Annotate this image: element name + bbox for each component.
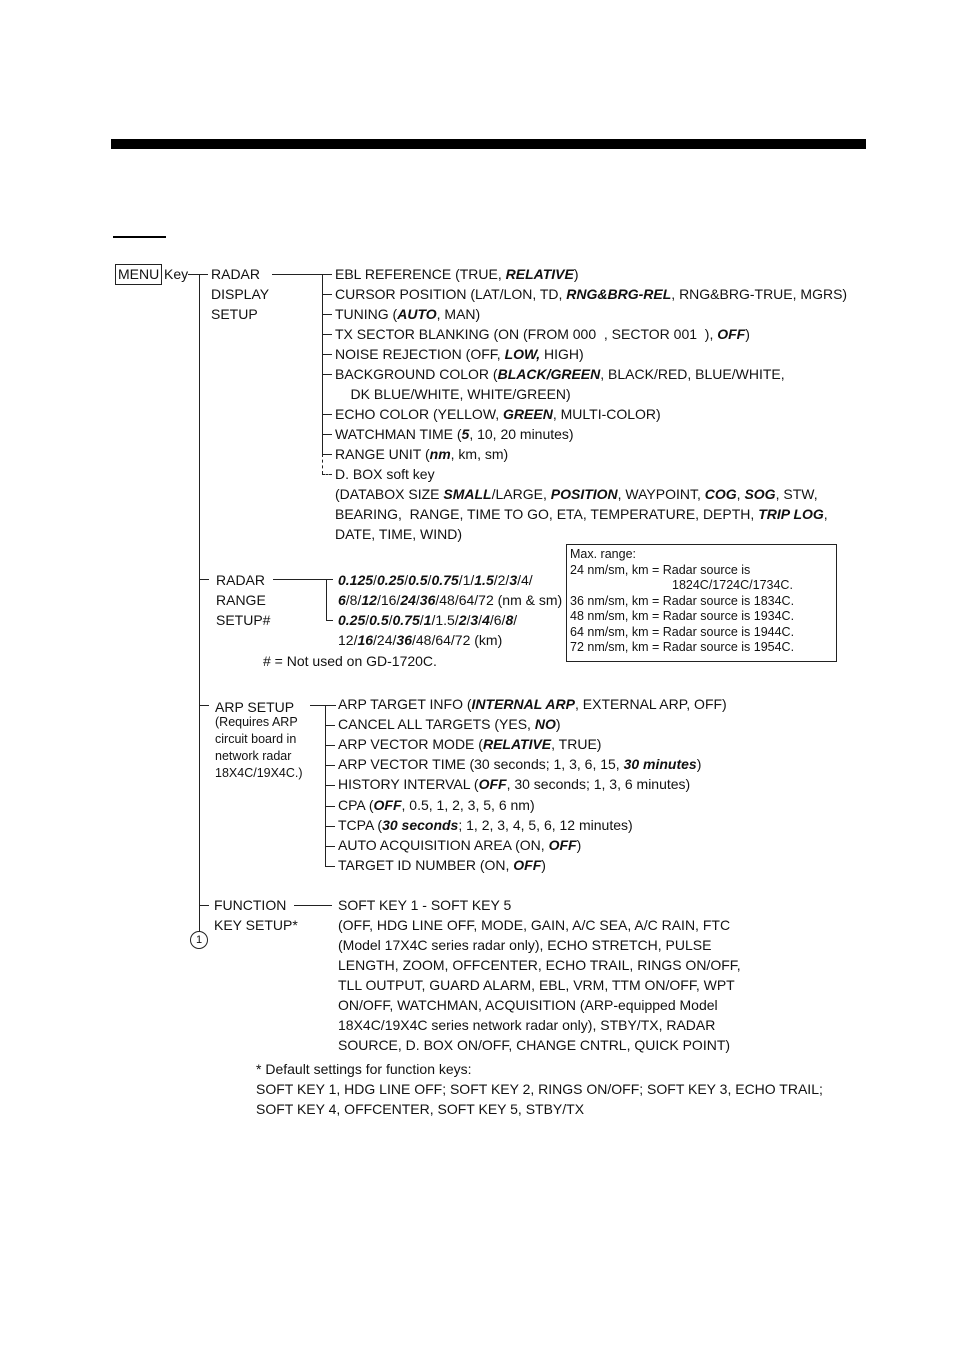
option-text: 12/ xyxy=(338,632,358,648)
default-value: OFF xyxy=(478,776,507,793)
option-text: /48/64/72 (km) xyxy=(411,632,503,648)
option-text: / xyxy=(365,612,370,628)
default-value: 0.5 xyxy=(408,572,428,588)
default-value: 24 xyxy=(400,592,416,608)
max-range-line: 72 nm/sm, km = Radar source is 1954C. xyxy=(570,640,795,654)
arp-item xyxy=(338,774,690,794)
branch-tick xyxy=(322,314,332,315)
function-key-option-line: LENGTH, ZOOM, OFFCENTER, ECHO TRAIL, RINGS ON/OFF, xyxy=(338,957,741,973)
option-text: TX SECTOR BLANKING (ON (FROM 000 , SECTOR 001 ), xyxy=(335,326,718,342)
default-value: 16 xyxy=(357,632,374,648)
branch-tick xyxy=(325,826,335,827)
option-text: / xyxy=(415,592,420,608)
option-text: ) xyxy=(745,326,750,342)
connector xyxy=(199,579,209,580)
connector xyxy=(294,905,332,906)
header-bar xyxy=(111,139,866,149)
connector xyxy=(199,905,209,906)
default-value: 0.125 xyxy=(338,572,374,588)
option-text: /48/64/72 (nm & sm) xyxy=(435,592,563,608)
function-key-option-line: SOFT KEY 1 - SOFT KEY 5 xyxy=(338,897,512,913)
default-value: RELATIVE xyxy=(505,266,574,282)
option-text: AUTO ACQUISITION AREA (ON, xyxy=(338,836,549,853)
option-text: HIGH) xyxy=(540,346,584,362)
radar-display-item xyxy=(335,464,435,484)
radar-range-item xyxy=(338,610,517,630)
option-text: , WAYPOINT, xyxy=(617,486,705,502)
function-key-option-line: TLL OUTPUT, GUARD ALARM, EBL, VRM, TTM ON/OFF, WPT xyxy=(338,977,735,993)
range-note: # = Not used on GD-1720C. xyxy=(263,653,437,669)
option-text: ) xyxy=(555,716,561,733)
option-text: NOISE REJECTION (OFF, xyxy=(335,346,505,362)
default-value: 3 xyxy=(509,572,518,588)
option-text: CANCEL ALL TARGETS (YES, xyxy=(338,716,535,733)
option-text: (DATABOX SIZE xyxy=(335,486,444,502)
radar-display-item xyxy=(335,524,462,544)
branch-tick xyxy=(325,765,335,766)
branch-tick xyxy=(322,334,332,335)
default-value: 12 xyxy=(361,592,377,608)
default-value: LOW, xyxy=(504,346,541,362)
option-text: , BLACK/RED, BLUE/WHITE, xyxy=(600,366,785,382)
branch-tick xyxy=(322,354,332,355)
option-text: TARGET ID NUMBER (ON, xyxy=(338,856,514,873)
function-key-label-line: FUNCTION xyxy=(214,897,287,913)
radar-range-label-line: RADAR xyxy=(216,572,266,588)
option-text: TUNING ( xyxy=(335,306,398,322)
arp-item xyxy=(338,714,561,734)
option-text: /LARGE, xyxy=(491,486,551,502)
arp-requirement-line: (Requires ARP xyxy=(215,715,298,729)
radar-range-label-line: SETUP# xyxy=(216,612,271,628)
radar-display-item xyxy=(335,484,818,504)
option-text: /16/ xyxy=(376,592,401,608)
default-value: 0.5 xyxy=(369,612,389,628)
radar-display-item xyxy=(335,284,847,304)
option-text: / xyxy=(513,612,518,628)
max-range-line: 48 nm/sm, km = Radar source is 1934C. xyxy=(570,609,795,623)
arp-item xyxy=(338,855,546,875)
max-range-line: 1824C/1724C/1734C. xyxy=(672,578,793,592)
default-value: INTERNAL ARP xyxy=(471,696,575,712)
radar-display-item xyxy=(335,404,661,424)
arp-item xyxy=(338,734,601,754)
connector xyxy=(199,705,209,706)
radar-display-branch-dashed xyxy=(322,454,323,474)
default-value: OFF xyxy=(548,836,577,853)
default-value: AUTO xyxy=(397,306,437,322)
max-range-line: 64 nm/sm, km = Radar source is 1944C. xyxy=(570,624,795,639)
radar-display-item xyxy=(335,504,828,524)
default-value: 3 xyxy=(470,612,479,628)
footnote-line: * Default settings for function keys: xyxy=(256,1061,472,1077)
branch-tick xyxy=(322,294,332,295)
branch-tick xyxy=(322,434,332,435)
option-text: DK BLUE/WHITE, WHITE/GREEN) xyxy=(335,386,571,402)
default-value: NO xyxy=(534,716,556,733)
option-text: , MULTI-COLOR) xyxy=(552,406,661,422)
radar-display-item xyxy=(335,424,574,444)
option-text: EBL REFERENCE (TRUE, xyxy=(335,266,506,282)
option-text: ) xyxy=(573,266,579,282)
branch-tick xyxy=(325,705,335,706)
option-text: , STW, xyxy=(775,486,818,502)
default-value: POSITION xyxy=(550,486,618,502)
option-text: DATE, TIME, WIND) xyxy=(335,526,463,542)
max-range-line: Max. range: xyxy=(570,547,637,561)
default-value: GREEN xyxy=(503,406,553,422)
radar-display-item xyxy=(335,444,508,464)
function-key-option-line: (OFF, HDG LINE OFF, MODE, GAIN, A/C SEA, A/C RAIN, FTC xyxy=(338,917,731,933)
arp-item xyxy=(338,754,701,774)
function-key-option-line: (Model 17X4C series radar only), ECHO STRETCH, PULSE xyxy=(338,937,712,953)
connector xyxy=(326,620,333,621)
radar-range-branch xyxy=(326,579,327,620)
key-label: Key xyxy=(164,266,189,282)
function-key-option-line: ON/OFF, WATCHMAN, ACQUISITION (ARP-equipped Model xyxy=(338,997,718,1013)
option-text: / xyxy=(466,612,471,628)
radar-display-item xyxy=(335,364,785,384)
function-key-label-line: KEY SETUP* xyxy=(214,917,298,933)
max-range-line: 24 nm/sm, km = Radar source is xyxy=(570,562,751,577)
function-key-option-line: 18X4C/19X4C series network radar only), STBY/TX, RADAR xyxy=(338,1017,716,1033)
max-range-line: 36 nm/sm, km = Radar source is 1834C. xyxy=(570,593,795,608)
footnote-line: SOFT KEY 1, HDG LINE OFF; SOFT KEY 2, RINGS ON/OFF; SOFT KEY 3, ECHO TRAIL; xyxy=(256,1081,823,1097)
footnote-line: SOFT KEY 4, OFFCENTER, SOFT KEY 5, STBY/TX xyxy=(256,1101,585,1117)
option-text: ) xyxy=(541,856,546,873)
default-value: SMALL xyxy=(443,486,492,502)
option-text: / xyxy=(388,612,393,628)
option-text: /4/ xyxy=(517,572,533,588)
default-value: TRIP LOG xyxy=(758,506,824,522)
option-text: WATCHMAN TIME ( xyxy=(335,426,462,442)
option-text: , MAN) xyxy=(436,306,481,322)
option-text: , xyxy=(823,506,828,522)
branch-tick xyxy=(325,785,335,786)
radar-display-label-line: DISPLAY xyxy=(211,286,270,302)
option-text: ) xyxy=(576,836,582,853)
option-text: , RNG&BRG-TRUE, MGRS) xyxy=(671,286,848,302)
branch-tick xyxy=(322,414,332,415)
default-value: 4 xyxy=(482,612,490,628)
default-value: OFF xyxy=(717,326,746,342)
option-text: ARP TARGET INFO ( xyxy=(338,696,472,712)
option-text: CPA ( xyxy=(338,796,374,813)
option-text: ARP VECTOR MODE ( xyxy=(338,736,483,753)
option-text: CURSOR POSITION (LAT/LON, TD, xyxy=(335,286,567,302)
option-text: D. BOX soft key xyxy=(335,466,435,482)
continue-circle: 1 xyxy=(190,931,208,949)
default-value: 0.75 xyxy=(392,612,420,628)
option-text: , 10, 20 minutes) xyxy=(469,426,574,442)
arp-item xyxy=(338,815,633,835)
default-value: nm xyxy=(429,446,451,462)
default-value: 0.75 xyxy=(431,572,459,588)
menu-key-label: MENU xyxy=(118,266,160,282)
default-value: 0.25 xyxy=(338,612,366,628)
option-text: , km, sm) xyxy=(450,446,509,462)
default-value: SOG xyxy=(744,486,776,502)
option-text: / xyxy=(427,572,432,588)
branch-tick xyxy=(322,274,332,275)
branch-tick xyxy=(322,474,332,475)
option-text: BACKGROUND COLOR ( xyxy=(335,366,498,382)
default-value: OFF xyxy=(513,856,542,873)
option-text: HISTORY INTERVAL ( xyxy=(338,776,479,793)
arp-requirement-line: circuit board in xyxy=(215,732,297,746)
option-text: / xyxy=(373,572,377,588)
option-text: /1/ xyxy=(458,572,475,588)
radar-display-item xyxy=(335,304,480,324)
radar-display-item xyxy=(335,344,584,364)
option-text: , 30 seconds; 1, 3, 6 minutes) xyxy=(506,776,691,793)
option-text: ECHO COLOR (YELLOW, xyxy=(335,406,504,422)
branch-tick xyxy=(325,866,335,867)
default-value: 30 minutes xyxy=(623,756,697,773)
radar-range-item xyxy=(338,590,562,610)
option-text: , TRUE) xyxy=(551,736,602,753)
branch-tick xyxy=(325,846,335,847)
default-value: 6 xyxy=(338,592,346,608)
arp-requirement-line: network radar xyxy=(215,749,292,763)
radar-display-label-line: RADAR xyxy=(211,266,261,282)
arp-requirement-line: 18X4C/19X4C.) xyxy=(215,766,303,780)
radar-display-label-line: SETUP xyxy=(211,306,258,322)
radar-display-item xyxy=(335,324,750,344)
arp-item xyxy=(338,795,535,815)
arp-item xyxy=(338,835,581,855)
option-text: , 0.5, 1, 2, 3, 5, 6 nm) xyxy=(401,796,535,813)
section-underline xyxy=(113,236,166,238)
connector xyxy=(188,274,208,275)
option-text: TCPA ( xyxy=(338,816,383,833)
branch-tick xyxy=(322,374,332,375)
default-value: 1 xyxy=(423,612,432,628)
option-text: / xyxy=(404,572,409,588)
default-value: 5 xyxy=(461,426,470,442)
option-text: /2/ xyxy=(493,572,510,588)
arp-item xyxy=(338,694,727,714)
default-value: 36 xyxy=(396,632,412,648)
default-value: RELATIVE xyxy=(482,736,552,753)
default-value: 1.5 xyxy=(474,572,494,588)
radar-range-item xyxy=(338,570,533,590)
connector xyxy=(273,579,333,580)
main-trunk xyxy=(199,274,200,931)
default-value: COG xyxy=(704,486,737,502)
branch-tick xyxy=(325,806,335,807)
option-text: /8/ xyxy=(345,592,362,608)
default-value: 0.25 xyxy=(376,572,405,588)
branch-tick xyxy=(325,725,335,726)
branch-tick xyxy=(322,454,332,455)
radar-range-item xyxy=(338,630,502,650)
radar-display-item xyxy=(335,384,571,404)
radar-range-label-line: RANGE xyxy=(216,592,266,608)
default-value: 30 seconds xyxy=(382,816,459,833)
option-text: / xyxy=(478,612,483,628)
option-text: /1.5/ xyxy=(431,612,459,628)
function-key-option-line: SOURCE, D. BOX ON/OFF, CHANGE CNTRL, QUICK POINT) xyxy=(338,1037,731,1053)
default-value: RNG&BRG-REL xyxy=(566,286,672,302)
option-text: ) xyxy=(696,756,702,773)
option-text: , EXTERNAL ARP, OFF) xyxy=(575,696,727,712)
radar-display-branch xyxy=(322,274,323,454)
default-value: 36 xyxy=(419,592,436,608)
default-value: 8 xyxy=(505,612,514,628)
option-text: ; 1, 2, 3, 4, 5, 6, 12 minutes) xyxy=(458,816,633,833)
option-text: ARP VECTOR TIME (30 seconds; 1, 3, 6, 15, xyxy=(338,756,624,773)
option-text: BEARING, RANGE, TIME TO GO, ETA, TEMPERATURE, DEPTH, xyxy=(335,506,759,522)
option-text: /24/ xyxy=(373,632,397,648)
radar-display-item xyxy=(335,264,579,284)
option-text: , xyxy=(736,486,745,502)
default-value: 2 xyxy=(458,612,467,628)
default-value: OFF xyxy=(373,796,402,813)
default-value: BLACK/GREEN xyxy=(497,366,601,382)
option-text: / xyxy=(419,612,424,628)
option-text: RANGE UNIT ( xyxy=(335,446,430,462)
option-text: /6/ xyxy=(489,612,506,628)
arp-setup-label: ARP SETUP xyxy=(215,699,295,715)
branch-tick xyxy=(325,745,335,746)
